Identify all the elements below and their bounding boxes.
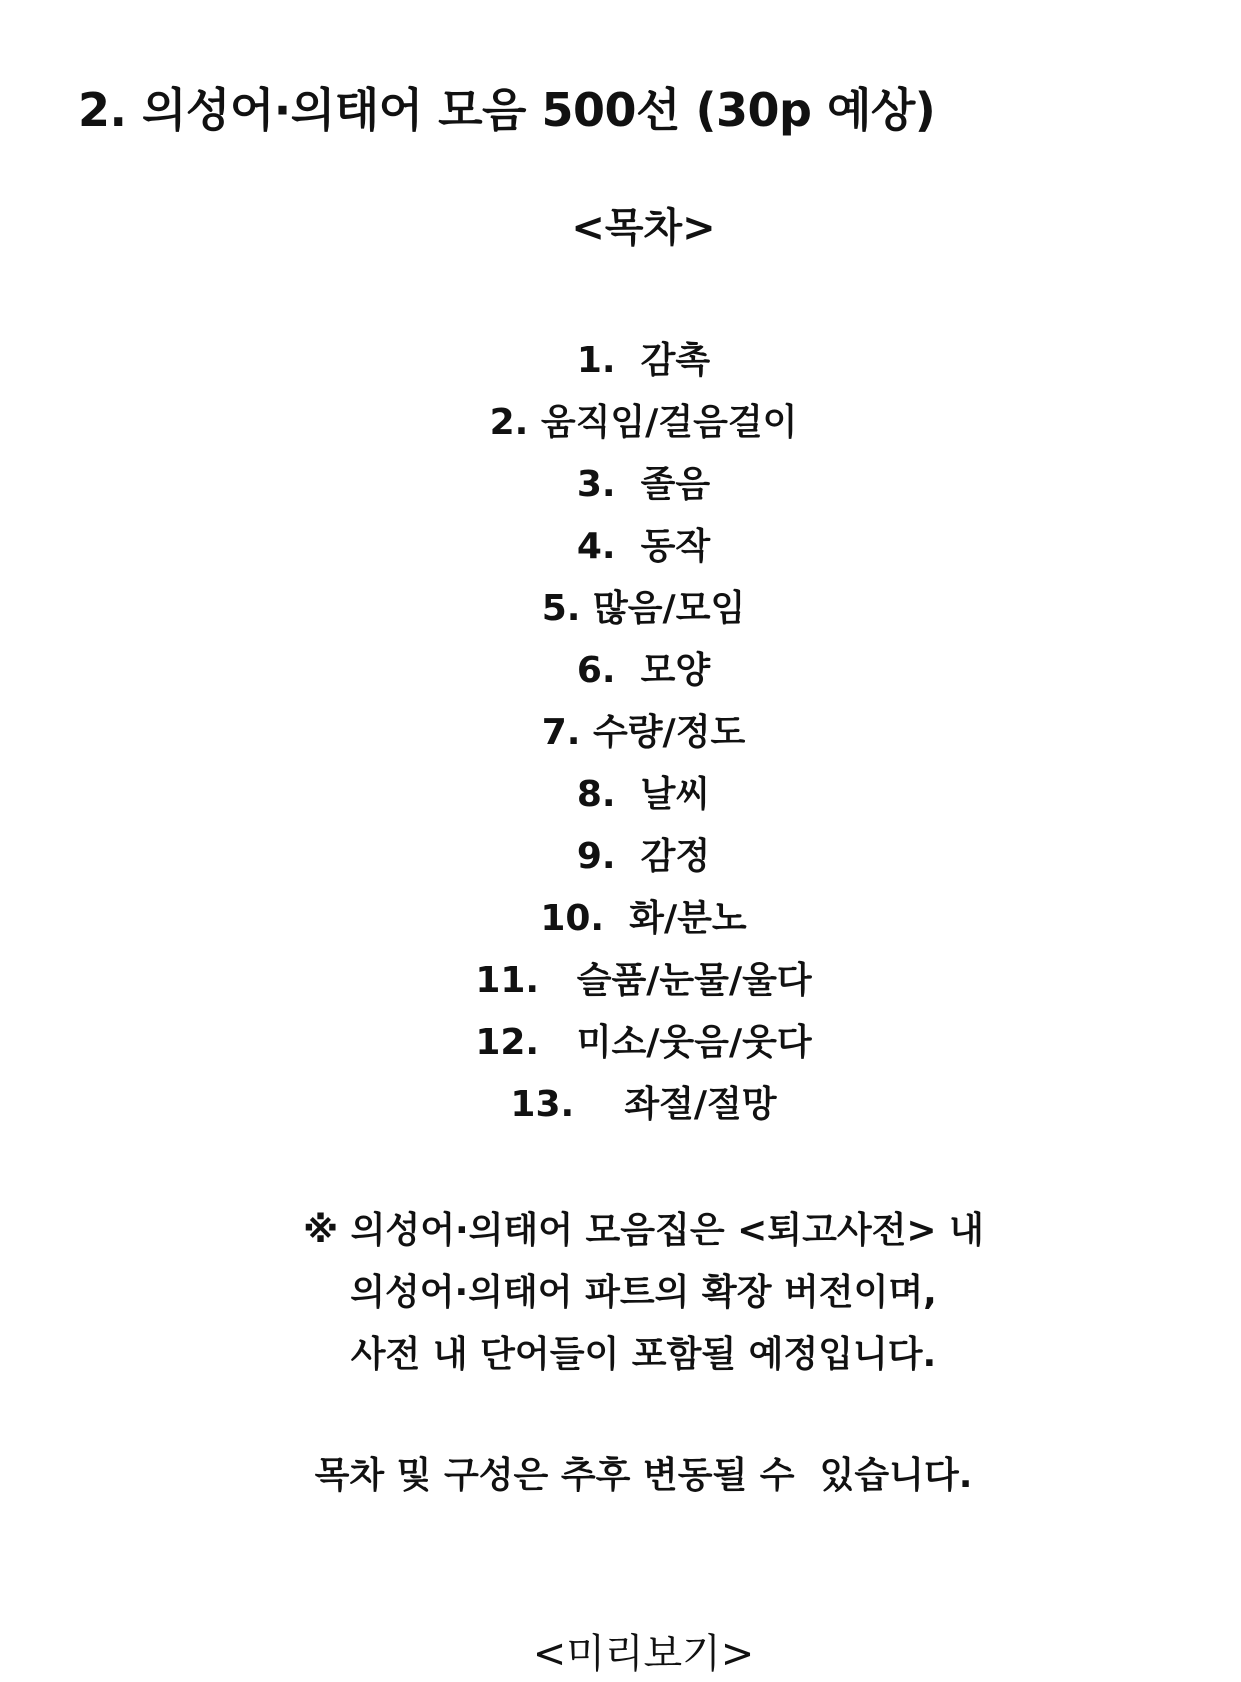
toc-item: 7. 수량/정도 <box>541 712 746 753</box>
toc-item: 1. 감촉 <box>576 340 711 381</box>
toc-item: 5. 많음/모임 <box>541 588 746 629</box>
preview-heading: <미리보기> <box>532 1631 755 1677</box>
notice-paragraph <box>0 1200 1241 1386</box>
toc-item: 4. 동작 <box>576 526 711 567</box>
toc-item: 13. 좌절/절망 <box>510 1084 777 1125</box>
toc-item: 8. 날씨 <box>576 774 711 815</box>
notice-line: 의성어·의태어 파트의 확장 버전이며, <box>350 1272 937 1313</box>
toc-item: 6. 모양 <box>576 650 711 691</box>
notice-line: ※ 의성어·의태어 모음집은 <퇴고사전> 내 <box>303 1210 984 1251</box>
toc-item: 12. 미소/웃음/웃다 <box>475 1022 812 1063</box>
toc-item: 11. 슬품/눈물/울다 <box>475 960 812 1001</box>
toc-item: 9. 감정 <box>576 836 711 877</box>
disclaimer-text: 목차 및 구성은 추후 변동될 수 있습니다. <box>314 1455 973 1496</box>
toc-item: 3. 졸음 <box>576 464 711 505</box>
document-title: 2. 의성어·의태어 모음 500선 (30p 예상) <box>78 83 936 137</box>
toc-item: 2. 움직임/걸음걸이 <box>489 402 798 443</box>
toc-heading: <목차> <box>571 205 716 251</box>
notice-line: 사전 내 단어들이 포함될 예정입니다. <box>350 1334 937 1375</box>
toc-list <box>0 330 1241 1136</box>
toc-item: 10. 화/분노 <box>540 898 747 939</box>
